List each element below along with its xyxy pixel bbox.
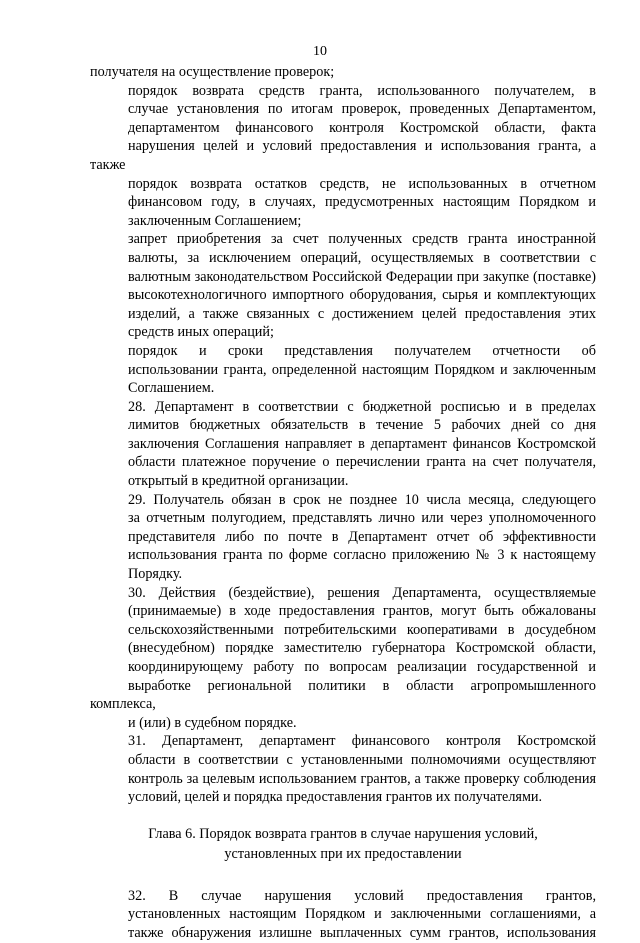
text-line: заключенным Соглашением; xyxy=(128,212,302,229)
paragraph-p30 xyxy=(90,584,596,733)
text-line: открытый в кредитной организации. xyxy=(128,473,349,490)
text-line: 29. Получатель обязан в срок не позднее 10 числа месяца, следующего xyxy=(128,491,596,508)
text-line: порядок возврата средств гранта, использованного получателем, в xyxy=(128,82,596,99)
text-line: сельскохозяйственными потребительскими кооперативами в досудебном xyxy=(128,621,596,638)
paragraph-p2 xyxy=(90,230,596,342)
text-line: условий, целей и порядка предоставления грантов их получателями. xyxy=(128,789,543,806)
text-line: использовании гранта, определенной настоящим Порядком и заключенным xyxy=(128,361,596,378)
text-line: порядок и сроки представления получателем отчетности об xyxy=(128,342,596,359)
text-line: (принимаемые) в ходе предоставления грантов, могут быть обжалованы xyxy=(128,603,596,620)
text-line: области платежное поручение о перечислении гранта на счет получателя, xyxy=(128,454,596,471)
paragraph-p32 xyxy=(90,887,596,943)
text-line: установленных настоящим Порядком и заключенными соглашениями, а xyxy=(128,906,596,923)
text-line: нарушения целей и условий предоставления и использования гранта, а также xyxy=(90,138,596,173)
text-line: изделий, а также связанных с достижением целей предоставления этих xyxy=(128,305,596,322)
text-line: высокотехнологичного импортного оборудования, сырья и комплектующих xyxy=(128,287,596,304)
paragraph-p28 xyxy=(90,398,596,491)
text-line: 32. В случае нарушения условий предоставления грантов, xyxy=(128,887,596,904)
text-line: (внесудебном) порядке заместителю губернатора Костромской области, xyxy=(128,640,596,657)
text-line: и (или) в судебном порядке. xyxy=(128,714,297,731)
text-line: Соглашением. xyxy=(128,380,215,397)
page-number: 10 xyxy=(313,44,327,59)
paragraph-p31 xyxy=(90,732,596,806)
text-line: 28. Департамент в соответствии с бюджетной росписью и в пределах xyxy=(128,398,596,415)
text-line: области в соответствии с установленными полномочиями осуществляют xyxy=(128,751,596,768)
chapter-heading-line-1: Глава 6. Порядок возврата грантов в случае нарушения условий, xyxy=(148,825,538,842)
text-line: порядок возврата остатков средств, не использованных в отчетном xyxy=(128,175,596,192)
text-line: выработке региональной политики в области агропромышленного комплекса, xyxy=(90,677,596,713)
paragraph-p0 xyxy=(90,63,596,82)
document-body xyxy=(90,63,596,943)
text-line: получателя на осуществление проверок; xyxy=(90,64,335,80)
text-line: за отчетным полугодием, представлять лично или через уполномоченного xyxy=(128,510,596,527)
paragraph-p1 xyxy=(90,82,596,231)
text-line: департаментом финансового контроля Костромской области, факта xyxy=(128,119,596,136)
paragraphs-before-chapter xyxy=(90,63,596,807)
text-line: Порядку. xyxy=(128,566,183,583)
text-line: средств иных операций; xyxy=(128,324,274,341)
text-line: валютным законодательством Российской Федерации при закупке (поставке) xyxy=(128,268,596,285)
text-line: также обнаружения излишне выплаченных сумм грантов, использования xyxy=(128,924,596,941)
text-line: запрет приобретения за счет полученных средств гранта иностранной xyxy=(128,231,596,248)
chapter-heading-line-2: установленных при их предоставлении xyxy=(224,845,462,862)
paragraphs-after-chapter xyxy=(90,887,596,943)
text-line: 31. Департамент, департамент финансового контроля Костромской xyxy=(128,733,596,750)
text-line: контроль за целевым использованием грантов, а также проверку соблюдения xyxy=(128,770,596,787)
text-line: заключения Соглашения направляет в департамент финансов Костромской xyxy=(128,435,596,452)
text-line: использования гранта по форме согласно приложению № 3 к настоящему xyxy=(128,547,596,564)
text-line: случае установления по итогам проверок, проведенных Департаментом, xyxy=(128,101,596,118)
text-line: представителя либо по почте в Департамент отчет об эффективности xyxy=(128,528,596,545)
paragraph-p3 xyxy=(90,342,596,398)
text-line: финансовом году, в случаях, предусмотренных настоящим Порядком и xyxy=(128,194,596,211)
text-line: лимитов бюджетных обязательств в течение 5 рабочих дней со дня xyxy=(128,417,596,434)
text-line: координирующему работу по вопросам реализации государственной и xyxy=(128,659,596,675)
text-line: валюты, за исключением операций, осуществляемых в соответствии с xyxy=(128,249,596,266)
text-line: 30. Действия (бездействие), решения Департамента, осуществляемые xyxy=(128,584,596,601)
chapter-heading xyxy=(90,824,596,864)
paragraph-p29 xyxy=(90,491,596,584)
